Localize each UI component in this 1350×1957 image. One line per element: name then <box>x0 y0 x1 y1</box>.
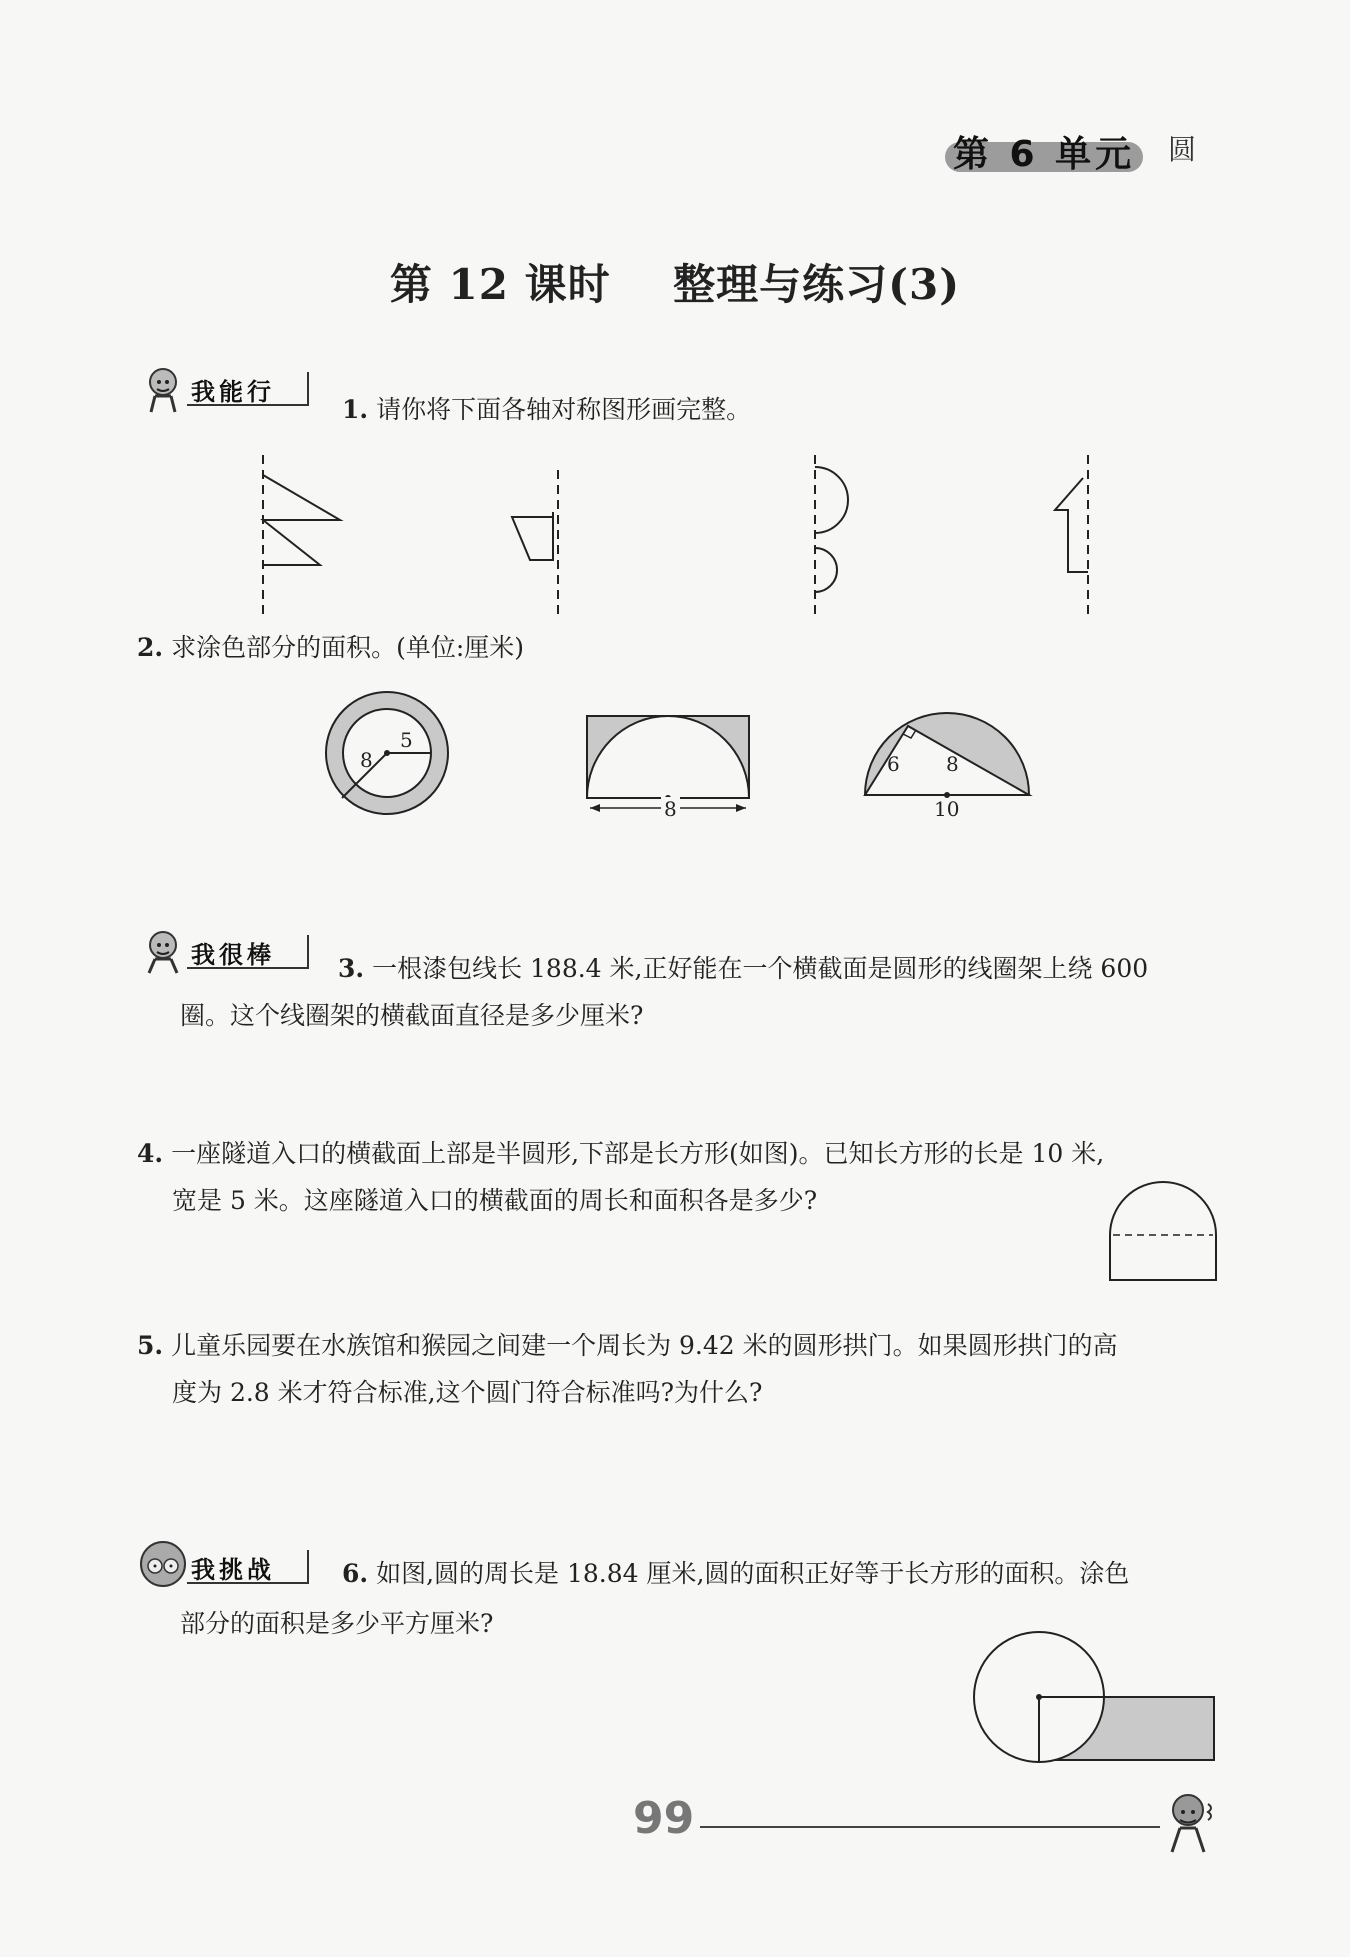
question-5-text-2: 度为 2.8 米才符合标准,这个圆门符合标准吗?为什么? <box>172 1378 763 1407</box>
lesson-title: 第 12 课时 整理与练习(3) <box>389 260 961 309</box>
tag-divider <box>307 935 309 969</box>
tag-underline <box>187 1582 309 1584</box>
mascot-girl-icon <box>137 362 189 414</box>
symmetry-figures <box>240 450 1120 620</box>
question-2 <box>137 624 524 671</box>
question-1-number: 1. <box>342 395 369 424</box>
question-4-text-1: 一座隧道入口的横截面上部是半圆形,下部是长方形(如图)。已知长方形的长是 10 米, <box>171 1139 1105 1168</box>
tag-underline <box>187 967 309 969</box>
tag-underline <box>187 404 309 406</box>
section-tag-basic <box>137 362 317 408</box>
tunnel-figure <box>1105 1180 1225 1285</box>
label-outer-radius: 8 <box>360 748 373 772</box>
question-4-number: 4. <box>137 1139 164 1168</box>
mascot-girl-icon <box>137 925 189 977</box>
question-5-number: 5. <box>137 1331 164 1360</box>
question-3-text-2: 圈。这个线圈架的横截面直径是多少厘米? <box>180 1001 644 1030</box>
circle-rectangle-figure <box>970 1625 1220 1765</box>
question-5-line-1 <box>137 1322 1118 1369</box>
section-label-basic: 我能行 <box>191 378 275 406</box>
half-shape-house <box>1055 478 1088 572</box>
ring-figure <box>320 690 460 820</box>
question-6-text-1: 如图,圆的周长是 18.84 厘米,圆的面积正好等于长方形的面积。涂色 <box>376 1559 1130 1588</box>
question-6-number: 6. <box>342 1559 369 1588</box>
question-1-text: 请你将下面各轴对称图形画完整。 <box>376 395 752 424</box>
question-2-number: 2. <box>137 633 164 662</box>
question-6-line-1 <box>342 1550 1129 1597</box>
tag-divider <box>307 1550 309 1584</box>
section-label-challenge: 我挑战 <box>191 1556 275 1584</box>
question-3-line-1 <box>338 945 1148 992</box>
unit-label: 第 6 单元 <box>953 134 1136 175</box>
footer-rule <box>700 1826 1160 1828</box>
half-shape-arc-bottom <box>815 548 837 592</box>
tunnel-outline <box>1110 1182 1216 1280</box>
label-triangle-leg-a: 6 <box>887 752 900 776</box>
mascot-boy-icon <box>1160 1790 1222 1860</box>
question-4-text-2: 宽是 5 米。这座隧道入口的横截面的周长和面积各是多少? <box>172 1186 818 1215</box>
question-1 <box>342 386 751 433</box>
question-3-number: 3. <box>338 954 365 983</box>
page-number: 99 <box>633 1793 695 1844</box>
label-triangle-leg-b: 8 <box>946 752 959 776</box>
section-label-advanced: 我很棒 <box>191 941 275 969</box>
section-tag-challenge <box>137 1540 317 1586</box>
question-6-text-2: 部分的面积是多少平方厘米? <box>180 1609 494 1638</box>
label-inner-radius: 5 <box>400 728 413 752</box>
question-3-text-1: 一根漆包线长 188.4 米,正好能在一个横截面是圆形的线圈架上绕 600 <box>372 954 1149 983</box>
half-shape-arc-top <box>815 467 848 533</box>
half-shape-zigzag <box>263 475 340 565</box>
mascot-kids-icon <box>137 1540 189 1592</box>
unit-badge <box>945 120 1145 180</box>
unit-topic: 圆 <box>1168 133 1197 166</box>
question-2-text: 求涂色部分的面积。(单位:厘米) <box>171 633 524 662</box>
label-triangle-diameter: 10 <box>934 797 960 821</box>
label-semicircle-width: 8 <box>661 797 680 821</box>
half-shape-trapezoid <box>512 517 553 560</box>
question-5-text-1: 儿童乐园要在水族馆和猴园之间建一个周长为 9.42 米的圆形拱门。如果圆形拱门的高 <box>171 1331 1118 1360</box>
tag-divider <box>307 372 309 406</box>
question-4-line-1 <box>137 1130 1104 1177</box>
section-tag-advanced <box>137 925 317 971</box>
